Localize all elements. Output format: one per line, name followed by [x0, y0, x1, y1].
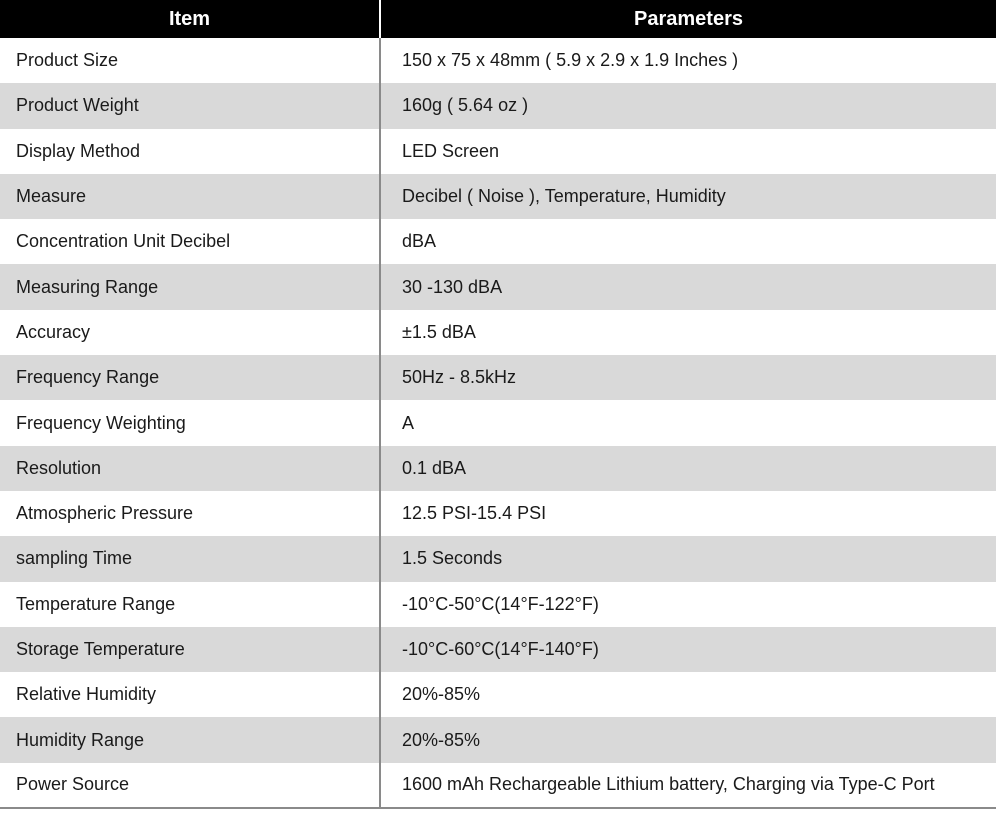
- row-item: Relative Humidity: [0, 672, 380, 717]
- row-item: Measuring Range: [0, 264, 380, 309]
- row-item: sampling Time: [0, 536, 380, 581]
- row-item: Humidity Range: [0, 717, 380, 762]
- row-value: -10°C-50°C(14°F-122°F): [402, 593, 599, 614]
- row-item: Product Size: [0, 38, 380, 83]
- row-value: A: [402, 412, 415, 433]
- table-row: [0, 219, 996, 264]
- row-value: 12.5 PSI-15.4 PSI: [402, 503, 547, 524]
- table-row: [0, 400, 996, 445]
- row-item: Accuracy: [0, 310, 380, 355]
- table-row: [0, 672, 996, 717]
- table-row: [0, 129, 996, 174]
- row-item: Temperature Range: [0, 582, 380, 627]
- row-value: 20%-85%: [402, 684, 481, 705]
- table-row: [0, 536, 996, 581]
- row-value: 20%-85%: [402, 729, 481, 750]
- table-row: [0, 38, 996, 83]
- table-row: [0, 310, 996, 355]
- table-body: [0, 38, 996, 808]
- table-row: [0, 717, 996, 762]
- row-value: LED Screen: [402, 140, 500, 161]
- row-item: Frequency Range: [0, 355, 380, 400]
- table-row: [0, 763, 996, 808]
- row-value: 160g ( 5.64 oz ): [402, 95, 529, 116]
- header-row: [0, 0, 996, 38]
- row-value: Decibel ( Noise ), Temperature, Humidity: [402, 186, 726, 207]
- row-item: Concentration Unit Decibel: [0, 219, 380, 264]
- row-item: Measure: [0, 174, 380, 219]
- row-value: 50Hz - 8.5kHz: [402, 367, 517, 388]
- row-value: dBA: [402, 231, 437, 252]
- row-value: -10°C-60°C(14°F-140°F): [402, 639, 599, 659]
- table-row: [0, 627, 996, 672]
- table-row: [0, 174, 996, 219]
- table-row: [0, 355, 996, 400]
- row-item: Storage Temperature: [0, 627, 380, 672]
- row-value: 0.1 dBA: [402, 457, 467, 478]
- row-value: 1.5 Seconds: [402, 548, 503, 569]
- row-value: 30 -130 dBA: [402, 276, 503, 297]
- row-value: 1600 mAh Rechargeable Lithium battery, Charging via Type-C Port: [380, 763, 996, 808]
- row-item: Product Weight: [0, 83, 380, 128]
- row-item: Atmospheric Pressure: [0, 491, 380, 536]
- table-row: [0, 491, 996, 536]
- table-row: [0, 446, 996, 491]
- table-row: [0, 83, 996, 128]
- table-header: [0, 0, 996, 38]
- row-item: Frequency Weighting: [0, 400, 380, 445]
- row-value: 150 x 75 x 48mm ( 5.9 x 2.9 x 1.9 Inches ): [402, 50, 739, 71]
- table-row: [0, 582, 996, 627]
- header-parameters: Parameters: [380, 0, 996, 38]
- row-item: Resolution: [0, 446, 380, 491]
- header-item: Item: [0, 0, 380, 38]
- row-value: ±1.5 dBA: [402, 321, 476, 342]
- row-item: Power Source: [0, 763, 380, 808]
- table-row: [0, 264, 996, 309]
- row-item: Display Method: [0, 129, 380, 174]
